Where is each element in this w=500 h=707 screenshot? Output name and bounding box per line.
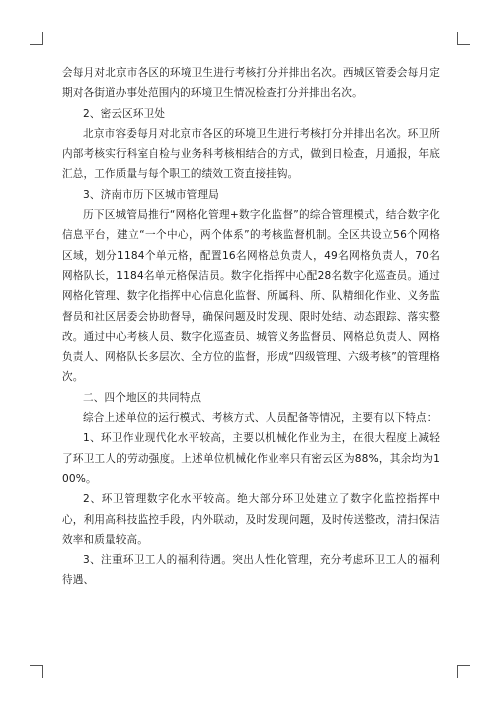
paragraph-continuation: 会每月对北京市各区的环境卫生进行考核打分并排出名次。西城区管委会每月定期对各街道办事处范围内的环境卫生情况检查打分并排出名次。 bbox=[62, 67, 440, 100]
crop-mark-top-left bbox=[30, 32, 43, 45]
crop-mark-bottom-left bbox=[30, 665, 43, 678]
crop-mark-bottom-right bbox=[457, 665, 470, 678]
paragraph-lixia: 历下区城管局推行“网格化管理+数字化监督”的综合管理模式，结合数字化信息平台，建立“一个中心，两个体系”的考核监督机制。全区共设立56个网格区域，划分1184个单元格，配置16名网格总负责人，49名网格负责人，70名网格队长，1184名单元格保洁员。数字化指挥中心配28名数字化巡查员。通过网格化管理、数字化指挥中心信息化监督、所属科、所、队精细化作业、义务监督员和社区居委会协助督导，确保问题及时发现、限时处结、动态跟踪、落实整改。通过中心考核人员、数字化巡查员、城管义务监督员、网格总负责人、网格负责人、网格队长多层次、全方位的监督，形成“四级管理、六级考核”的管理格次。 bbox=[62, 209, 440, 384]
paragraph-feature-2: 2、环卫管理数字化水平较高。绝大部分环卫处建立了数字化监控指挥中心，利用高科技监控手段，内外联动，及时发现问题，及时传送整改，清扫保洁效率和质量较高。 bbox=[62, 493, 440, 546]
paragraph-feature-3: 3、注重环卫工人的福利待遇。突出人性化管理，充分考虑环卫工人的福利待遇、 bbox=[62, 554, 440, 587]
crop-mark-top-right bbox=[457, 32, 470, 45]
paragraph-miyun: 北京市容委每月对北京市各区的环境卫生进行考核打分并排出名次。环卫所内部考核实行科室自检与业务科考核相结合的方式，做到日检查，月通报，年底汇总，工作质量与每个职工的绩效工资直接挂钩。 bbox=[62, 127, 440, 181]
section-heading-miyun: 2、密云区环卫处 bbox=[83, 107, 166, 120]
section-heading-lixia: 3、济南市历下区城市管理局 bbox=[83, 188, 219, 201]
paragraph-summary: 综合上述单位的运行模式、考核方式、人员配备等情况，主要有以下特点： bbox=[83, 412, 438, 425]
document-body bbox=[62, 63, 440, 591]
section-heading-common-features: 二、四个地区的共同特点 bbox=[83, 391, 202, 404]
paragraph-feature-1: 1、环卫作业现代化水平较高，主要以机械化作业为主，在很大程度上减轻了环卫工人的劳动强度。上述单位机械化作业率只有密云区为88%，其余均为100%。 bbox=[62, 432, 440, 485]
